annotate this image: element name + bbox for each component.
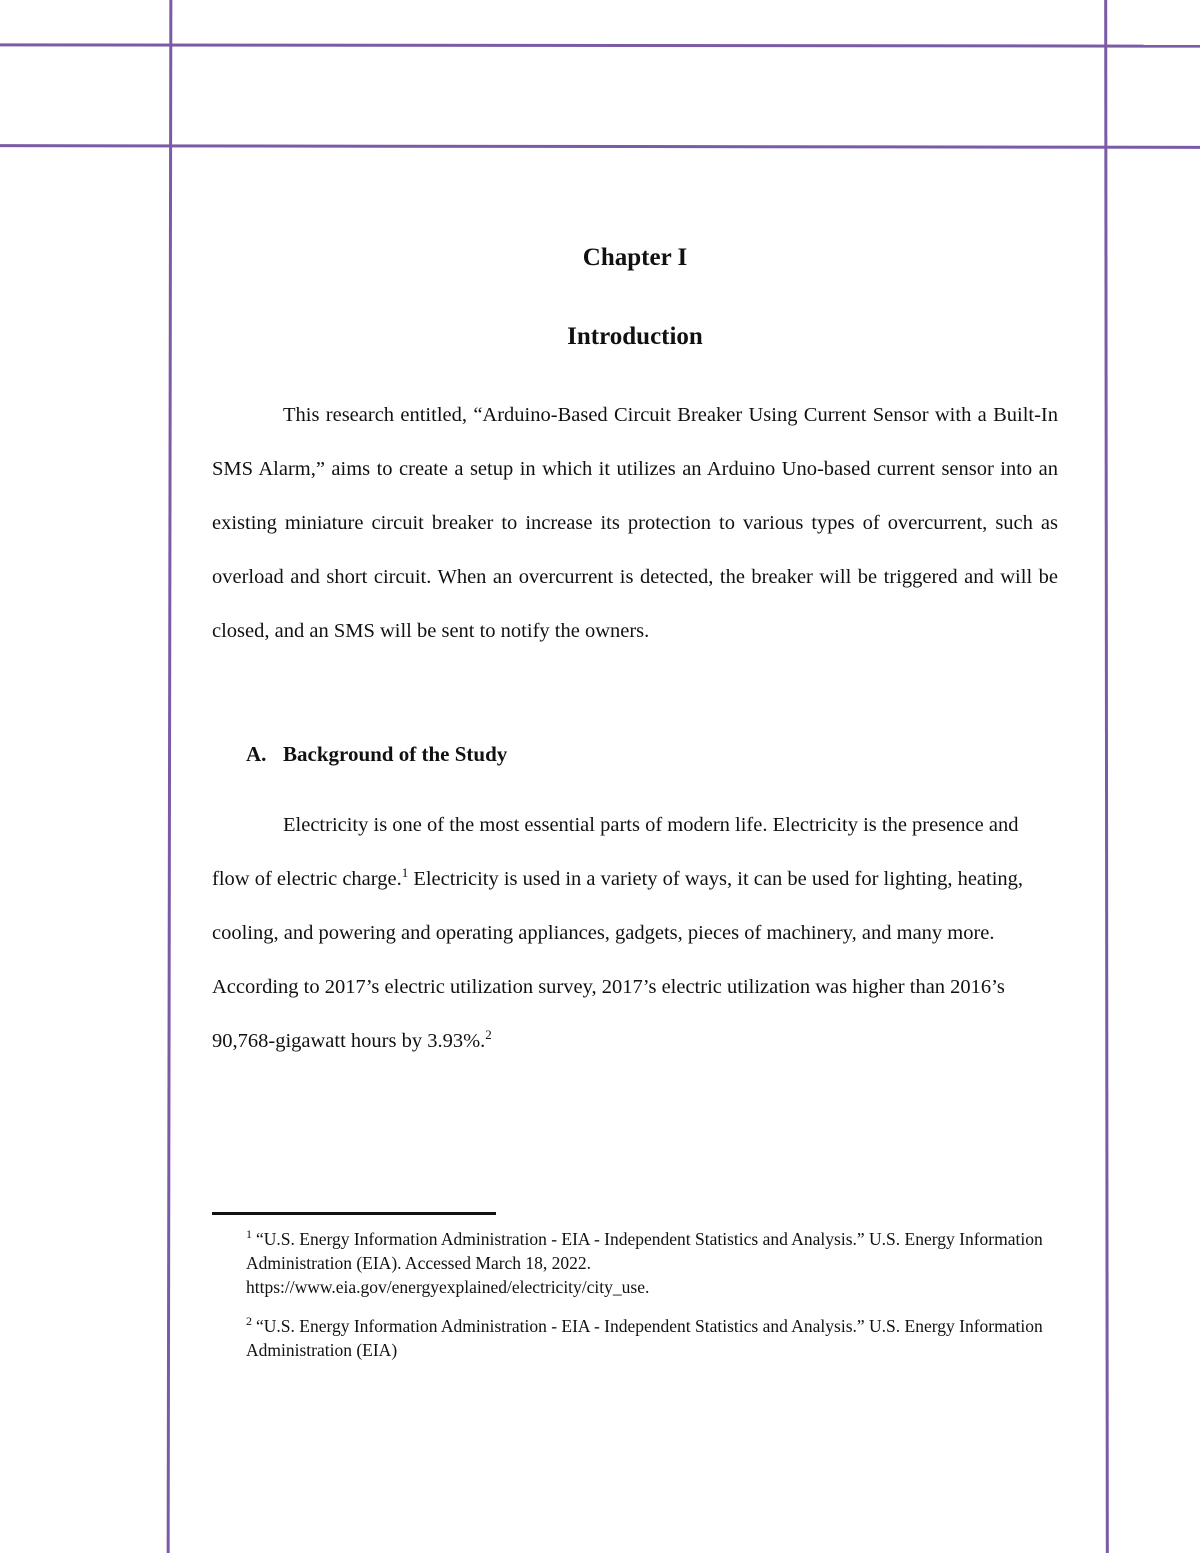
footnote-reference-1[interactable]: 1 [401,865,409,881]
top-margin-guide-line [0,43,1200,47]
footnote-2 [246,1314,1056,1362]
section-letter: A. [246,742,267,766]
section-title: Background of the Study [283,742,508,766]
footnote-2-mark: 2 [246,1314,252,1329]
footnote-1-url-link[interactable]: https://www.eia.gov/energyexplained/electricity/city_use. [246,1277,650,1297]
background-text-part-1: Electricity is one of the most essential parts of modern life. Electricity is the presence and flow of electric charge. [212,814,1019,890]
footnote-1-text: “U.S. Energy Information Administration - EIA - Independent Statistics and Analysis.” U.S. Energy Information Administration (EIA). Accessed March 18, 2022. [246,1229,1043,1273]
header-margin-guide-line [0,144,1200,149]
footnote-reference-2[interactable]: 2 [485,1027,492,1043]
left-margin-guide-line [167,0,173,1553]
footnote-separator [212,1212,496,1215]
footnote-2-text: “U.S. Energy Information Administration - EIA - Independent Statistics and Analysis.” U.S. Energy Information Administration (EIA) [246,1316,1043,1360]
chapter-subtitle: Introduction [567,323,703,350]
chapter-title: Chapter I [582,244,688,271]
background-text-part-2: Electricity is used in a variety of ways, it can be used for lighting, heating, cooling, and powering and operating appliances, gadgets, pieces of machinery, and many more. According to 2017’s electric utilization survey, 2017’s electric utilization was higher than 2016’s 90,768-gigawatt hours by 3.93%. [212,868,1024,1052]
footnote-1-mark: 1 [246,1227,252,1242]
background-paragraph [212,798,1048,1068]
section-heading-background [246,742,507,767]
intro-paragraph: This research entitled, “Arduino-Based Circuit Breaker Using Current Sensor with a Built-In SMS Alarm,” aims to create a setup in which it utilizes an Arduino Uno-based current sensor into an existing miniature circuit breaker to increase its protection to various types of overcurrent, such as overload and short circuit. When an overcurrent is detected, the breaker will be triggered and will be closed, and an SMS will be sent to notify the owners. [212,404,1058,642]
footnote-1 [246,1227,1056,1299]
right-margin-guide-line [1104,0,1109,1553]
